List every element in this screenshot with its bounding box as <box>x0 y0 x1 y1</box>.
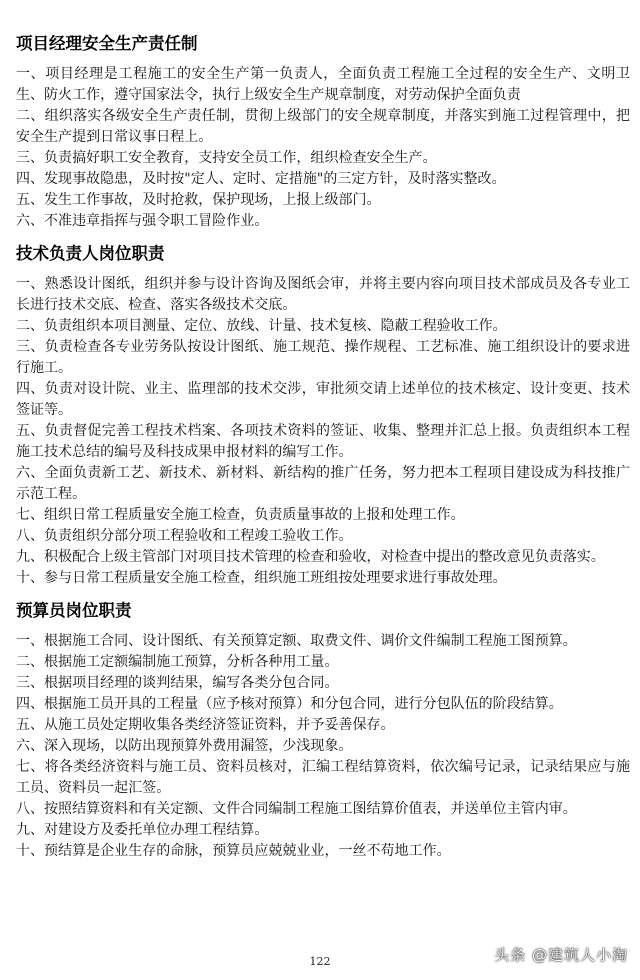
section-budget-officer <box>16 597 630 862</box>
section-heading: 技术负责人岗位职责 <box>16 244 165 263</box>
watermark: 头条 @建筑人小淘 <box>494 946 628 964</box>
page-number: 122 <box>309 955 331 968</box>
list-item: 四、负责对设计院、业主、监理部的技术交涉，审批须交请上述单位的技术核定、设计变更、技术签证等。 <box>16 381 630 418</box>
document-page <box>16 30 630 870</box>
list-item: 二、组织落实各级安全生产责任制，贯彻上级部门的安全规章制度，并落实到施工过程管理中，把安全生产提到日常议事日程上。 <box>16 108 630 145</box>
list-item: 三、负责搞好职工安全教育，支持安全员工作，组织检查安全生产。 <box>16 150 437 166</box>
list-item: 十、预结算是企业生存的命脉，预算员应兢兢业业，一丝不苟地工作。 <box>16 843 451 859</box>
section-heading: 项目经理安全生产责任制 <box>16 34 198 53</box>
list-item: 一、熟悉设计图纸，组织并参与设计咨询及图纸会审，并将主要内容向项目技术部成员及各专业工长进行技术交底、检查、落实各级技术交底。 <box>16 276 630 313</box>
list-item: 二、负责组织本项目测量、定位、放线、计量、技术复核、隐蔽工程验收工作。 <box>16 318 507 334</box>
list-item: 八、负责组织分部分项工程验收和工程竣工验收工作。 <box>16 528 353 544</box>
list-item: 六、不准违章指挥与强令职工冒险作业。 <box>16 213 269 229</box>
list-item: 九、积极配合上级主管部门对项目技术管理的检查和验收，对检查中提出的整改意见负责落实。 <box>16 549 605 565</box>
list-item: 一、根据施工合同、设计图纸、有关预算定额、取费文件、调价文件编制工程施工图预算。 <box>16 633 577 649</box>
list-item: 九、对建设方及委托单位办理工程结算。 <box>16 822 269 838</box>
list-item: 六、全面负责新工艺、新技术、新材料、新结构的推广任务，努力把本工程项目建设成为科技推广示范工程。 <box>16 465 630 502</box>
list-item: 八、按照结算资料和有关定额、文件合同编制工程施工图结算价值表，并送单位主管内审。 <box>16 801 577 817</box>
list-item: 三、负责检查各专业劳务队按设计图纸、施工规范、操作规程、工艺标准、施工组织设计的要求进行施工。 <box>16 339 630 376</box>
item-list <box>16 631 630 862</box>
list-item: 五、负责督促完善工程技术档案、各项技术资料的签证、收集、整理并汇总上报。负责组织本工程施工技术总结的编号及科技成果申报材料的编写工作。 <box>16 423 630 460</box>
section-technical-lead <box>16 240 630 589</box>
list-item: 二、根据施工定额编制施工预算，分析各种用工量。 <box>16 654 339 670</box>
list-item: 三、根据项目经理的谈判结果，编写各类分包合同。 <box>16 675 339 691</box>
item-list <box>16 64 630 232</box>
section-project-manager <box>16 30 630 232</box>
list-item: 七、组织日常工程质量安全施工检查，负责质量事故的上报和处理工作。 <box>16 507 465 523</box>
list-item: 十、参与日常工程质量安全施工检查，组织施工班组按处理要求进行事故处理。 <box>16 570 507 586</box>
item-list <box>16 274 630 589</box>
list-item: 四、发现事故隐患，及时按"定人、定时、定措施"的三定方针，及时落实整改。 <box>16 171 506 187</box>
list-item: 五、从施工员处定期收集各类经济签证资料，并予妥善保存。 <box>16 717 395 733</box>
list-item: 七、将各类经济资料与施工员、资料员核对，汇编工程结算资料，依次编号记录，记录结果应与施工员、资料员一起汇签。 <box>16 759 630 796</box>
list-item: 五、发生工作事故，及时抢救，保护现场，上报上级部门。 <box>16 192 381 208</box>
section-heading: 预算员岗位职责 <box>16 601 132 620</box>
list-item: 一、项目经理是工程施工的安全生产第一负责人，全面负责工程施工全过程的安全生产、文明卫生、防火工作，遵守国家法令，执行上级安全生产规章制度，对劳动保护全面负责 <box>16 66 630 103</box>
list-item: 六、深入现场，以防出现预算外费用漏签，少浅现象。 <box>16 738 353 754</box>
list-item: 四、根据施工员开具的工程量（应予核对预算）和分包合同，进行分包队伍的阶段结算。 <box>16 696 563 712</box>
